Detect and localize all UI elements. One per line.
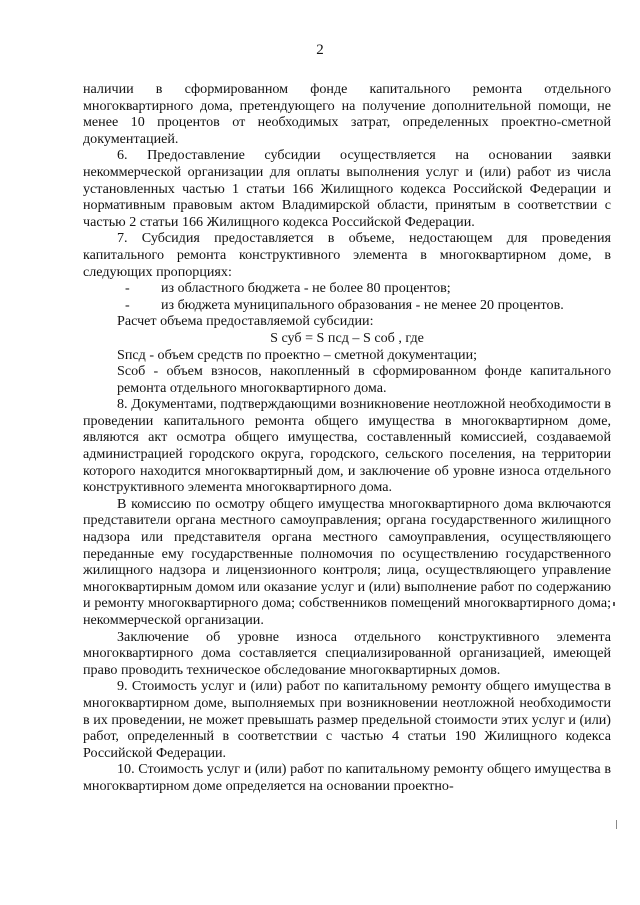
calculation-intro: Расчет объема предоставляемой субсидии: — [117, 313, 374, 330]
list-item-text: из областного бюджета - не более 80 процентов; — [161, 280, 451, 297]
paragraph-9: 9. Стоимость услуг и (или) работ по капитальному ремонту общего имущества в многоквартирном доме, выполняемых при возникновении неотложной необходимости в их проведении, не может превышать размер предельной стоимости этих услуг и (или) работ, определенный в соответствии с частью 4 статьи 190 Жилищного кодекса Российской Федерации. — [83, 678, 611, 761]
list-item-regional-budget — [83, 280, 611, 297]
paragraph-8: 8. Документами, подтверждающими возникновение неотложной необходимости в проведении капитального ремонта общего имущества в многоквартирном доме, являются акт осмотра общего имущества, составленный комиссией, создаваемой администрацией городского округа, городского, сельского поселения, на территории которого находится многоквартирный дом, и заключение об уровне износа отдельного конструктивного элемента многоквартирного дома. — [83, 396, 611, 496]
page-number: 2 — [316, 42, 324, 58]
list-item-municipal-budget — [83, 297, 611, 314]
scan-mark — [616, 820, 617, 829]
scan-mark — [613, 602, 615, 606]
subsidy-formula: S суб = S псд – S соб , где — [270, 329, 424, 346]
paragraph-7: 7. Субсидия предоставляется в объеме, недостающем для проведения капитального ремонта конструктивного элемента в многоквартирном доме, в следующих пропорциях: — [83, 230, 611, 280]
paragraph-6: 6. Предоставление субсидии осуществляется на основании заявки некоммерческой организации для оплаты выполнения услуг и (или) работ из числа установленных частью 1 статьи 166 Жилищного кодекса Российской Федерации и нормативным правовым актом Владимирской области, принятым в соответствии с частью 2 статьи 166 Жилищного кодекса Российской Федерации. — [83, 147, 611, 230]
dash-marker: - — [125, 280, 130, 297]
definition-ssob: Sсоб - объем взносов, накопленный в сформированном фонде капитального ремонта отдельного многоквартирного дома. — [117, 363, 611, 396]
paragraph-conclusion: Заключение об уровне износа отдельного конструктивного элемента многоквартирного дома составляется специализированной организацией, имеющей право проводить техническое обследование многоквартирных домов. — [83, 628, 611, 678]
paragraph-commission: В комиссию по осмотру общего имущества многоквартирного дома включаются представители органа местного самоуправления; органа государственного жилищного надзора или представителя органа местного самоуправления, осуществляющего переданные ему государственные полномочия по осуществлению государственного жилищного надзора и лицензионного контроля; лица, осуществляющего управление многоквартирным домом или оказание услуг и (или) выполнение работ по содержанию и ремонту многоквартирного дома; собственников помещений многоквартирного дома; некоммерческой организации. — [83, 495, 611, 628]
dash-marker: - — [125, 296, 130, 313]
document-body — [83, 81, 611, 795]
list-item-text: из бюджета муниципального образования - не менее 20 процентов. — [161, 296, 564, 313]
definition-spsd: Sпсд - объем средств по проектно – сметной документации; — [117, 346, 478, 363]
paragraph-continuation: наличии в сформированном фонде капитального ремонта отдельного многоквартирного дома, претендующего на получение дополнительной помощи, не менее 10 процентов от необходимых затрат, определенных проектно-сметной документацией. — [83, 81, 611, 147]
paragraph-10: 10. Стоимость услуг и (или) работ по капитальному ремонту общего имущества в многоквартирном доме определяется на основании проектно- — [83, 761, 611, 794]
